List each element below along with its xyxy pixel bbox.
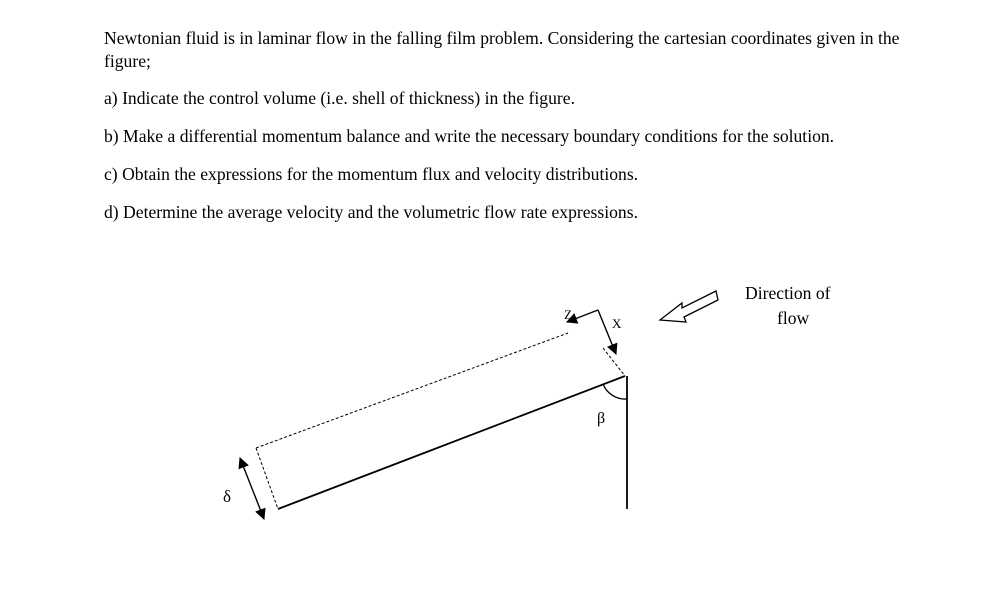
thickness-delta-label: δ [223, 487, 232, 506]
question-a: a) Indicate the control volume (i.e. shell of thickness) in the figure. [104, 88, 575, 108]
question-c: c) Obtain the expressions for the momentum flux and velocity distributions. [104, 164, 639, 184]
film-right-edge [603, 348, 625, 376]
angle-arc [603, 384, 627, 399]
inclined-wall [278, 376, 625, 509]
thickness-arrow [240, 458, 264, 519]
axis-z-label: Z [564, 307, 572, 322]
question-b: b) Make a differential momentum balance and write the necessary boundary conditions for the solution. [104, 126, 835, 146]
problem-intro: Newtonian fluid is in laminar flow in the falling film problem. Considering the cartesian coordinates given in the figure; [104, 28, 900, 71]
angle-beta-label: β [597, 410, 606, 427]
axis-x-label: X [612, 316, 622, 331]
question-d: d) Determine the average velocity and the volumetric flow rate expressions. [104, 202, 638, 222]
hollow-left-arrow-icon [660, 291, 718, 322]
flow-direction-label-line2: flow [777, 308, 810, 328]
film-left-edge [256, 448, 278, 509]
film-free-surface [256, 333, 568, 448]
flow-direction-label-line1: Direction of [745, 283, 831, 303]
